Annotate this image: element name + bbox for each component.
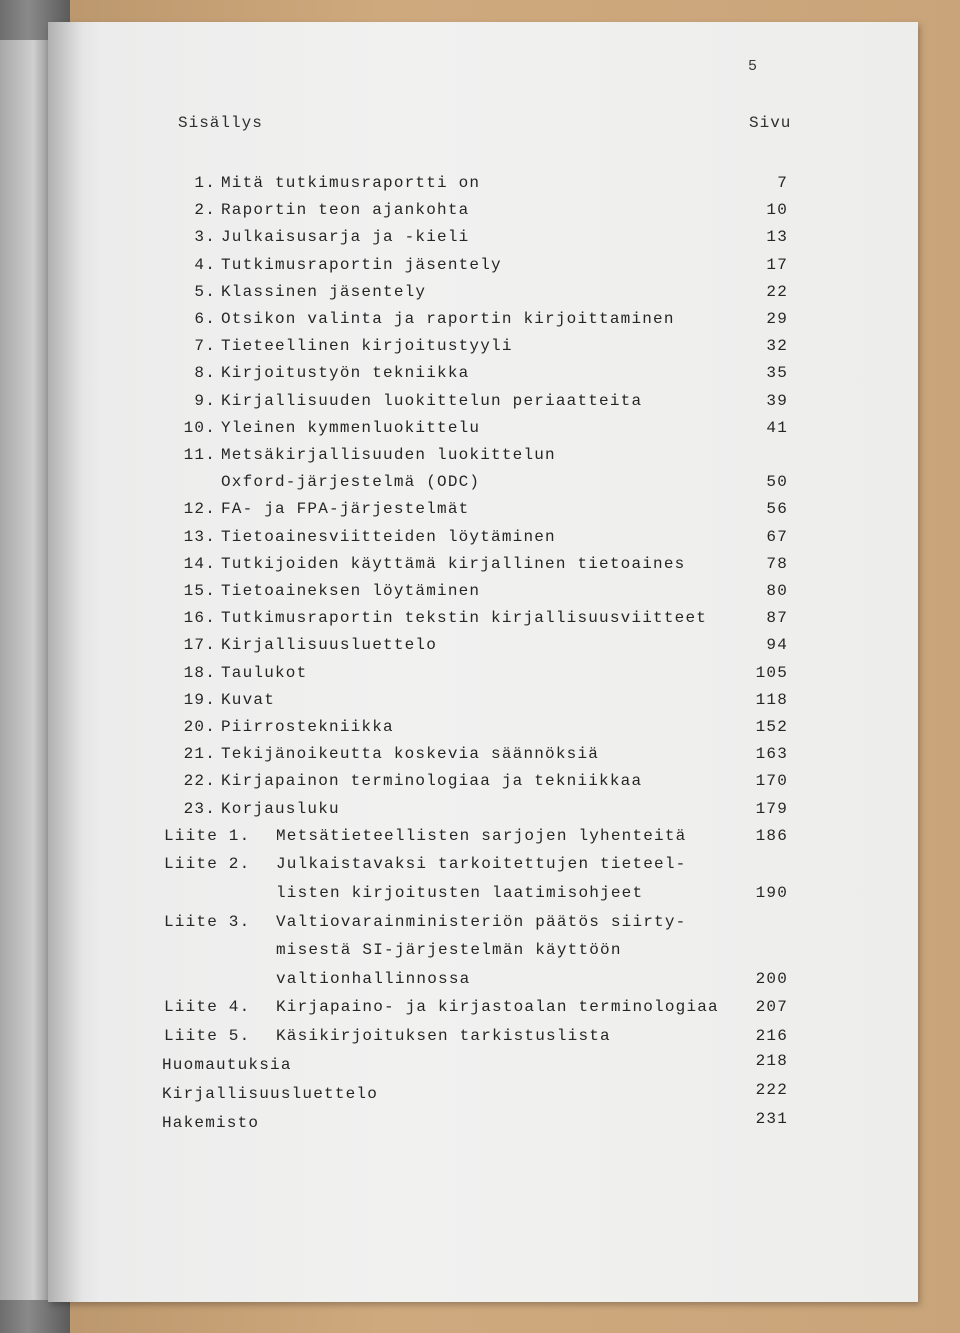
toc-entry-page: 41 (766, 418, 788, 437)
toc-entry-title: Kirjallisuusluettelo (221, 636, 438, 655)
toc-entry-title: Tutkijoiden käyttämä kirjallinen tietoaines (221, 554, 686, 573)
toc-entry-number: 12. (183, 500, 216, 519)
toc-entry-title: Raportin teon ajankohta (221, 201, 470, 220)
toc-entry-page: 87 (766, 609, 788, 628)
toc-entry-title: Piirrostekniikka (221, 718, 394, 736)
toc-entry-title: Kirjoitustyön tekniikka (221, 364, 470, 383)
back-matter-title: Huomautuksia (162, 1055, 292, 1074)
toc-entry-title: Tutkimusraportin tekstin kirjallisuusviitteet (221, 609, 708, 628)
toc-entry-page: 78 (766, 554, 788, 573)
toc-entry-number: 15. (183, 582, 216, 600)
toc-entry-title: Taulukot (221, 663, 308, 682)
toc-entry-title: Kuvat (221, 690, 276, 709)
toc-entry-page: 13 (766, 228, 788, 247)
appendix-label: Liite 3. (164, 912, 251, 931)
toc-entry-title: Kirjallisuuden luokittelun periaatteita (221, 391, 643, 410)
toc-entry-title: Metsäkirjallisuuden luokittelun (221, 446, 556, 464)
toc-entry-title: Oxford-järjestelmä (ODC) (221, 473, 481, 492)
appendix-page: 186 (755, 826, 788, 845)
toc-entry-number: 5. (194, 282, 216, 301)
toc-entry-number: 4. (194, 255, 216, 274)
back-matter-page: 222 (755, 1080, 788, 1099)
book-spine (0, 40, 48, 1300)
toc-entry-title: Mitä tutkimusraportti on (221, 174, 481, 192)
appendix-title: Metsätieteellisten sarjojen lyhenteitä (276, 826, 687, 845)
toc-entry-number: 21. (183, 745, 216, 764)
toc-entry-page: 17 (766, 255, 788, 274)
toc-entry-page: 56 (766, 500, 788, 519)
appendix-page: 216 (755, 1027, 788, 1045)
appendix-label: Liite 5. (164, 1027, 251, 1045)
toc-entry-number: 20. (183, 718, 216, 736)
back-matter-page: 218 (755, 1051, 788, 1070)
toc-entry-number: 7. (194, 337, 216, 356)
toc-entry-number: 1. (194, 174, 216, 192)
toc-entry-title: Klassinen jäsentely (221, 282, 427, 301)
toc-entry-page: 35 (766, 364, 788, 383)
toc-entry-page: 80 (766, 582, 788, 600)
appendix-title: valtionhallinnossa (276, 969, 471, 988)
page-number: 5 (748, 58, 758, 75)
toc-entry-page: 7 (777, 174, 788, 192)
toc-entry-title: Korjausluku (221, 799, 340, 818)
toc-entry-page: 39 (766, 391, 788, 410)
toc-entry-page: 179 (755, 799, 788, 818)
appendix-title: Valtiovarainministeriön päätös siirty- (276, 912, 687, 931)
toc-entry-page: 67 (766, 527, 788, 546)
toc-entry-page: 152 (755, 718, 788, 736)
toc-entry-page: 163 (755, 745, 788, 764)
toc-entry-number: 6. (194, 310, 216, 328)
toc-entry-title: Tieteellinen kirjoitustyyli (221, 337, 513, 356)
table-of-contents (48, 22, 918, 1302)
appendix-label: Liite 1. (164, 826, 251, 845)
toc-entry-page: 50 (766, 473, 788, 492)
back-matter-page: 231 (755, 1109, 788, 1128)
toc-entry-title: Tietoaineksen löytäminen (221, 582, 481, 600)
toc-entry-title: Tekijänoikeutta koskevia säännöksiä (221, 745, 600, 764)
toc-entry-title: Kirjapainon terminologiaa ja tekniikkaa (221, 772, 643, 791)
toc-entry-number: 22. (183, 772, 216, 791)
toc-entry-number: 8. (194, 364, 216, 383)
toc-entry-page: 29 (766, 310, 788, 328)
toc-entry-number: 19. (183, 690, 216, 709)
appendix-page: 200 (755, 969, 788, 988)
toc-entry-page: 94 (766, 636, 788, 655)
toc-entry-page: 10 (766, 201, 788, 220)
toc-entry-page: 32 (766, 337, 788, 356)
toc-entry-number: 2. (194, 201, 216, 220)
toc-entry-number: 3. (194, 228, 216, 247)
toc-entry-number: 13. (183, 527, 216, 546)
toc-heading: Sisällys (178, 114, 263, 132)
toc-entry-title: FA- ja FPA-järjestelmät (221, 500, 470, 519)
appendix-label: Liite 2. (164, 855, 251, 874)
back-matter-title: Hakemisto (162, 1113, 260, 1132)
appendix-title: listen kirjoitusten laatimisohjeet (276, 884, 644, 902)
toc-entry-number: 23. (183, 799, 216, 818)
toc-entry-number: 18. (183, 663, 216, 682)
appendix-title: Kirjapaino- ja kirjastoalan terminologiaa (276, 998, 719, 1017)
appendix-page: 207 (755, 998, 788, 1017)
toc-entry-page: 105 (755, 663, 788, 682)
toc-entry-number: 17. (183, 636, 216, 655)
document-page (48, 22, 918, 1302)
appendix-label: Liite 4. (164, 998, 251, 1017)
toc-entry-title: Yleinen kymmenluokittelu (221, 418, 481, 437)
toc-entry-number: 16. (183, 609, 216, 628)
page-column-heading: Sivu (749, 114, 792, 132)
toc-entry-title: Julkaisusarja ja -kieli (221, 228, 470, 247)
toc-entry-page: 22 (766, 282, 788, 301)
back-matter-title: Kirjallisuusluettelo (162, 1084, 379, 1103)
toc-entry-number: 11. (183, 446, 216, 464)
appendix-page: 190 (755, 884, 788, 902)
toc-entry-number: 14. (183, 554, 216, 573)
toc-entry-number: 9. (194, 391, 216, 410)
appendix-title: Käsikirjoituksen tarkistuslista (276, 1027, 611, 1045)
toc-entry-title: Tutkimusraportin jäsentely (221, 255, 502, 274)
appendix-title: Julkaistavaksi tarkoitettujen tieteel- (276, 855, 687, 874)
toc-entry-page: 118 (755, 690, 788, 709)
toc-entry-title: Tietoainesviitteiden löytäminen (221, 527, 556, 546)
toc-entry-title: Otsikon valinta ja raportin kirjoittaminen (221, 310, 675, 328)
toc-entry-page: 170 (755, 772, 788, 791)
appendix-title: misestä SI-järjestelmän käyttöön (276, 941, 622, 960)
toc-entry-number: 10. (183, 418, 216, 437)
